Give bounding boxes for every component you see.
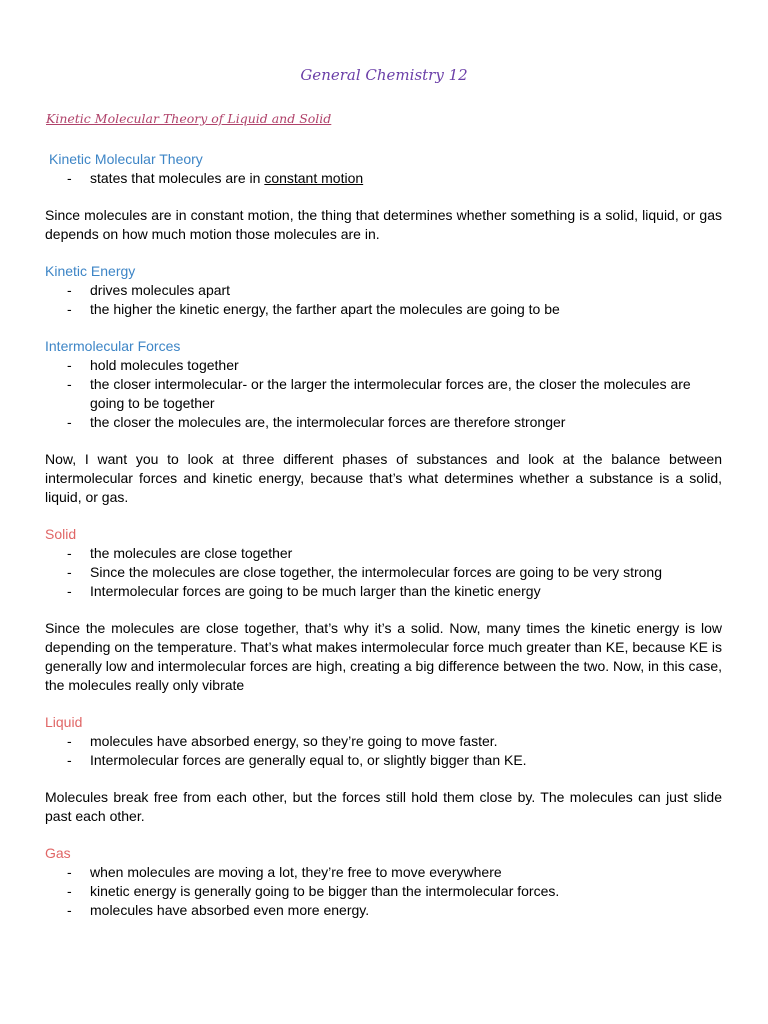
imf-list — [45, 356, 722, 432]
list-item-text: the closer intermolecular- or the larger the intermolecular forces are, the closer the molecules are going to be together — [90, 376, 691, 411]
liquid-list — [45, 732, 722, 770]
paragraph-1: Since molecules are in constant motion, the thing that determines whether something is a solid, liquid, or gas depends on how much motion those molecules are in. — [45, 207, 722, 242]
kmt-heading: Kinetic Molecular Theory — [49, 151, 203, 167]
document-body — [45, 150, 722, 920]
dash-bullet: - — [67, 301, 72, 317]
list-item — [45, 356, 722, 375]
paragraph-4: Molecules break free from each other, but the forces still hold them close by. The molecules can just slide past each other. — [45, 789, 722, 824]
list-item — [45, 732, 722, 751]
dash-bullet: - — [67, 883, 72, 899]
list-item — [45, 544, 722, 563]
dash-bullet: - — [67, 902, 72, 918]
list-item-text: Since the molecules are close together, the intermolecular forces are going to be very strong — [90, 564, 662, 580]
dash-bullet: - — [67, 376, 72, 392]
kmt-item-underlined: constant motion — [264, 170, 364, 186]
list-item — [45, 901, 722, 920]
dash-bullet: - — [67, 752, 72, 768]
dash-bullet: - — [67, 170, 72, 186]
list-item-text: the closer the molecules are, the intermolecular forces are therefore stronger — [90, 414, 566, 430]
dash-bullet: - — [67, 733, 72, 749]
list-item-text: drives molecules apart — [90, 282, 231, 298]
gas-heading: Gas — [45, 845, 71, 861]
dash-bullet: - — [67, 583, 72, 599]
list-item-text: when molecules are moving a lot, they’re free to move everywhere — [90, 864, 502, 880]
list-item-text: kinetic energy is generally going to be bigger than the intermolecular forces. — [90, 883, 560, 899]
dash-bullet: - — [67, 414, 72, 430]
document-title: General Chemistry 12 — [300, 66, 468, 84]
kinetic-energy-list — [45, 281, 722, 319]
list-item — [45, 300, 722, 319]
list-item-text: molecules have absorbed energy, so they’re going to move faster. — [90, 733, 498, 749]
dash-bullet: - — [67, 545, 72, 561]
imf-heading: Intermolecular Forces — [45, 338, 181, 354]
dash-bullet: - — [67, 864, 72, 880]
list-item-text: the higher the kinetic energy, the farther apart the molecules are going to be — [90, 301, 560, 317]
paragraph-2: Now, I want you to look at three different phases of substances and look at the balance between intermolecular forces and kinetic energy, because that’s what determines whether a substance is a solid, liquid, or gas. — [45, 451, 722, 505]
list-item — [45, 413, 722, 432]
dash-bullet: - — [67, 282, 72, 298]
gas-list — [45, 863, 722, 920]
list-item — [45, 863, 722, 882]
list-item — [45, 375, 722, 413]
list-item-text: Intermolecular forces are generally equal to, or slightly bigger than KE. — [90, 752, 527, 768]
list-item-text: hold molecules together — [90, 357, 239, 373]
list-item-text: Intermolecular forces are going to be much larger than the kinetic energy — [90, 583, 541, 599]
list-item — [45, 882, 722, 901]
kinetic-energy-heading: Kinetic Energy — [45, 263, 136, 279]
list-item — [45, 281, 722, 300]
dash-bullet: - — [67, 564, 72, 580]
paragraph-3: Since the molecules are close together, that’s why it’s a solid. Now, many times the kinetic energy is low depending on the temperature. That’s what makes intermolecular force much greater than KE, because KE is generally low and intermolecular forces are high, creating a big difference between the two. Now, in this case, the molecules really only vibrate — [45, 620, 722, 693]
kmt-item-text: states that molecules are in — [90, 170, 265, 186]
solid-list — [45, 544, 722, 601]
solid-heading: Solid — [45, 526, 77, 542]
list-item-text: molecules have absorbed even more energy. — [90, 902, 370, 918]
liquid-heading: Liquid — [45, 714, 83, 730]
list-item — [45, 751, 722, 770]
list-item — [45, 563, 722, 582]
list-item-text: the molecules are close together — [90, 545, 293, 561]
list-item — [45, 169, 722, 188]
list-item — [45, 582, 722, 601]
document-subtitle: Kinetic Molecular Theory of Liquid and Solid — [46, 111, 332, 126]
dash-bullet: - — [67, 357, 72, 373]
kmt-list — [45, 169, 722, 188]
